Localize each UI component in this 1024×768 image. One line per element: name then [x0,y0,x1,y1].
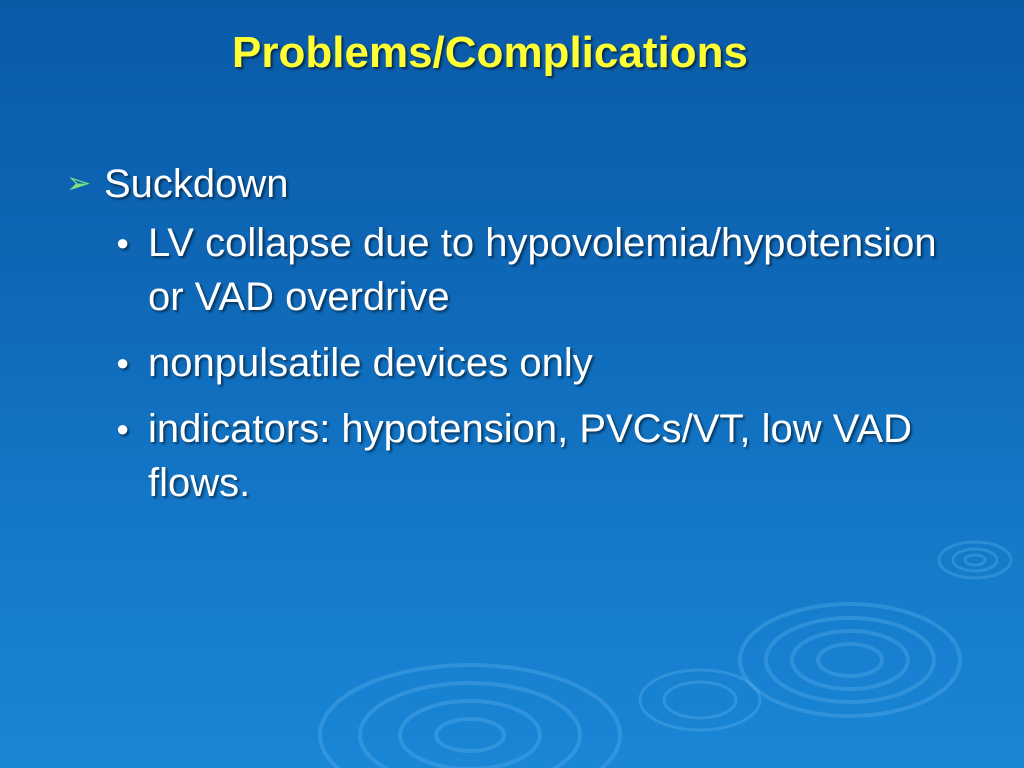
sub-bullet [64,216,964,324]
sub-bullet [64,402,964,510]
slide-body [64,158,964,522]
bullet-suckdown [64,158,964,210]
sub-bullet-text: indicators: hypotension, PVCs/VT, low VAD flows. [148,407,913,505]
arrowhead-bullet-icon: ➢ [66,167,92,200]
bullet-label: Suckdown [104,162,289,206]
sub-bullet [64,336,964,390]
sub-bullet-text: nonpulsatile devices only [148,341,593,385]
dot-bullet-icon: ● [116,230,130,255]
dot-bullet-icon: ● [116,416,130,441]
dot-bullet-icon: ● [116,350,130,375]
sub-bullet-text: LV collapse due to hypovolemia/hypotension or VAD overdrive [148,221,937,319]
slide-title: Problems/Complications [232,28,748,77]
